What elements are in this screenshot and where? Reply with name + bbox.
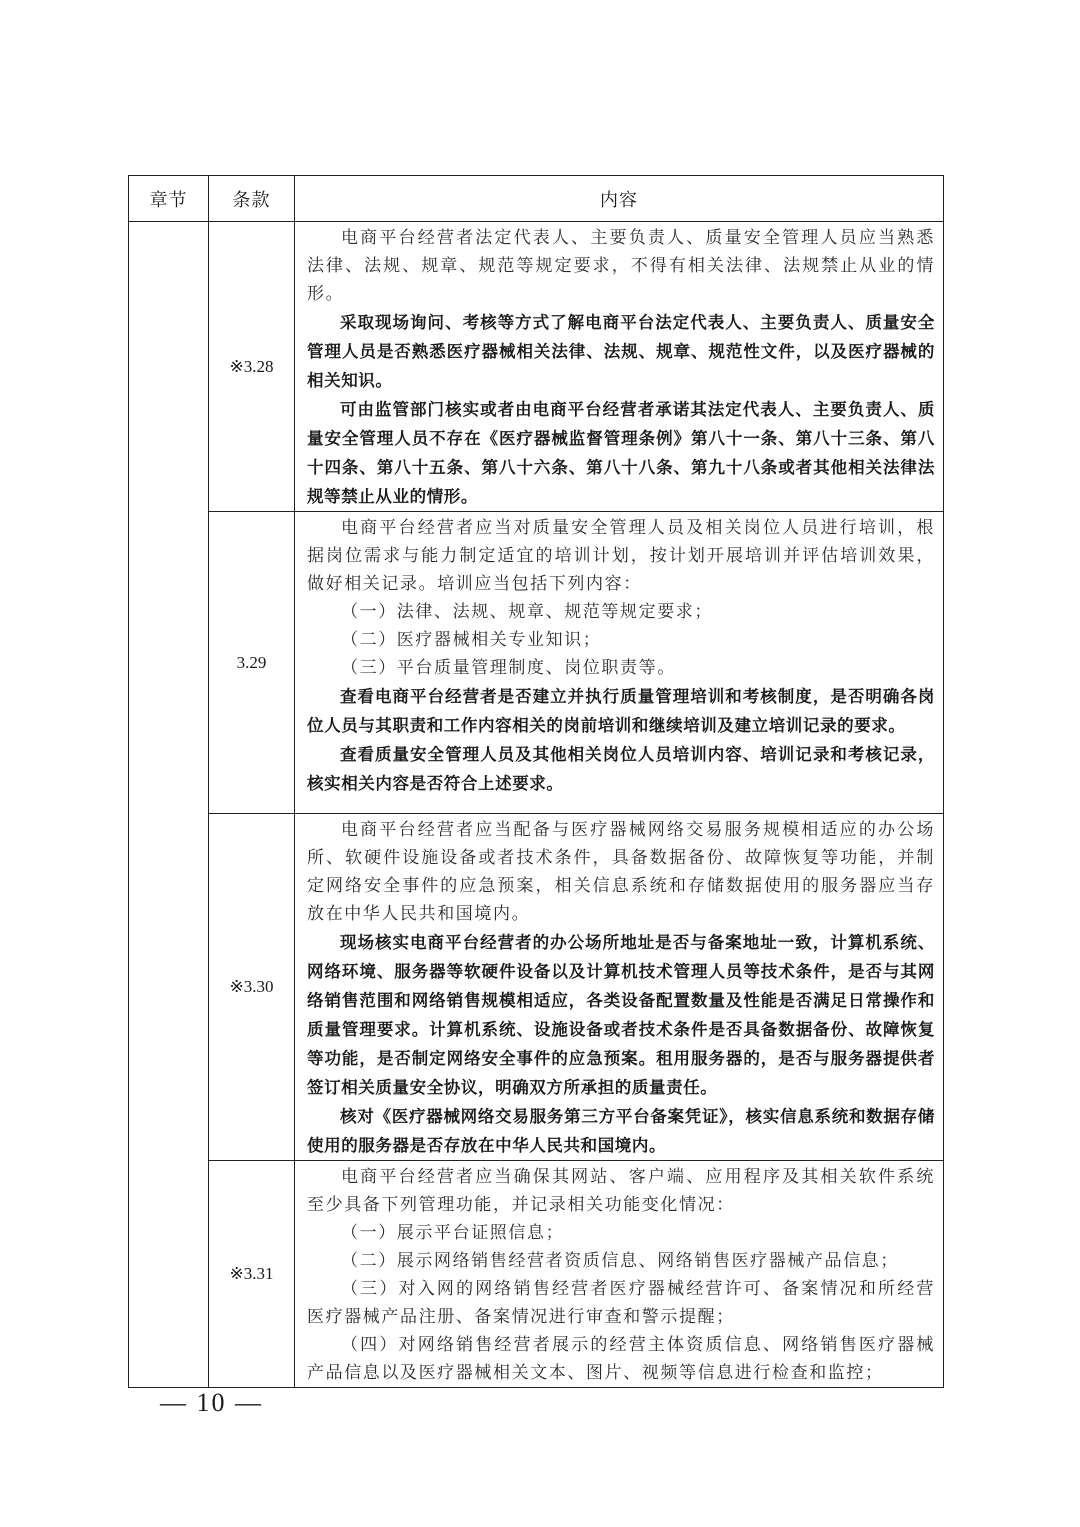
page-number: — 10 — [160, 1388, 263, 1417]
table-row [129, 512, 944, 814]
header-chapter: 章节 [129, 176, 209, 222]
requirement-item: （二）医疗器械相关专业知识； [341, 630, 602, 650]
table-row [129, 814, 944, 1161]
requirement-item: （三）对入网的网络销售经营者医疗器械经营许可、备案情况和所经营医疗器械产品注册、备案情况进行审查和警示提醒； [307, 1279, 935, 1327]
requirement-paragraph: 电商平台经营者应当配备与医疗器械网络交易服务规模相适应的办公场所、软硬件设施设备或者技术条件，具备数据备份、故障恢复等功能，并制定网络安全事件的应急预案，相关信息系统和存储数据使用的服务器应当存放在中华人民共和国境内。 [307, 820, 935, 924]
requirement-item: （四）对网络销售经营者展示的经营主体资质信息、网络销售医疗器械产品信息以及医疗器械相关文本、图片、视频等信息进行检查和监控； [307, 1335, 935, 1383]
clause-cell: ※3.30 [209, 814, 295, 1161]
inspection-paragraph: 可由监管部门核实或者由电商平台经营者承诺其法定代表人、主要负责人、质量安全管理人员不存在《医疗器械监督管理条例》第八十一条、第八十三条、第八十四条、第八十五条、第八十六条、第八十八条、第九十八条或者其他相关法律法规等禁止从业的情形。 [307, 400, 935, 506]
inspection-paragraph: 查看质量安全管理人员及其他相关岗位人员培训内容、培训记录和考核记录，核实相关内容是否符合上述要求。 [307, 745, 935, 793]
clause-cell: ※3.28 [209, 222, 295, 512]
table-row [129, 222, 944, 512]
requirement-paragraph: 电商平台经营者法定代表人、主要负责人、质量安全管理人员应当熟悉法律、法规、规章、规范等规定要求，不得有相关法律、法规禁止从业的情形。 [307, 228, 935, 304]
clause-table [128, 175, 944, 1388]
clause-cell: ※3.31 [209, 1161, 295, 1388]
requirement-item: （一）法律、法规、规章、规范等规定要求； [341, 602, 713, 622]
clause-cell: 3.29 [209, 512, 295, 814]
content-cell [295, 814, 944, 1161]
chapter-cell [129, 222, 209, 1388]
inspection-paragraph: 查看电商平台经营者是否建立并执行质量管理培训和考核制度，是否明确各岗位人员与其职责和工作内容相关的岗前培训和继续培训及建立培训记录的要求。 [307, 687, 935, 735]
requirement-paragraph: 电商平台经营者应当对质量安全管理人员及相关岗位人员进行培训，根据岗位需求与能力制定适宜的培训计划，按计划开展培训并评估培训效果，做好相关记录。培训应当包括下列内容： [307, 518, 935, 594]
requirement-item: （二）展示网络销售经营者资质信息、网络销售医疗器械产品信息； [341, 1251, 899, 1271]
content-cell [295, 1161, 944, 1388]
requirement-item: （三）平台质量管理制度、岗位职责等。 [341, 658, 676, 678]
content-cell [295, 222, 944, 512]
table-row [129, 1161, 944, 1388]
table-header-row [129, 176, 944, 222]
inspection-paragraph: 现场核实电商平台经营者的办公场所地址是否与备案地址一致，计算机系统、网络环境、服务器等软硬件设备以及计算机技术管理人员等技术条件，是否与其网络销售范围和网络销售规模相适应，各类设备配置数量及性能是否满足日常操作和质量管理要求。计算机系统、设施设备或者技术条件是否具备数据备份、故障恢复等功能，是否制定网络安全事件的应急预案。租用服务器的，是否与服务器提供者签订相关质量安全协议，明确双方所承担的质量责任。 [307, 933, 935, 1097]
header-content: 内容 [295, 176, 944, 222]
content-cell [295, 512, 944, 814]
header-clause: 条款 [209, 176, 295, 222]
inspection-paragraph: 核对《医疗器械网络交易服务第三方平台备案凭证》，核实信息系统和数据存储使用的服务器是否存放在中华人民共和国境内。 [307, 1107, 935, 1155]
requirement-item: （一）展示平台证照信息； [341, 1223, 565, 1243]
requirement-paragraph: 电商平台经营者应当确保其网站、客户端、应用程序及其相关软件系统至少具备下列管理功能，并记录相关功能变化情况： [307, 1167, 935, 1215]
inspection-paragraph: 采取现场询问、考核等方式了解电商平台法定代表人、主要负责人、质量安全管理人员是否熟悉医疗器械相关法律、法规、规章、规范性文件，以及医疗器械的相关知识。 [307, 313, 935, 390]
